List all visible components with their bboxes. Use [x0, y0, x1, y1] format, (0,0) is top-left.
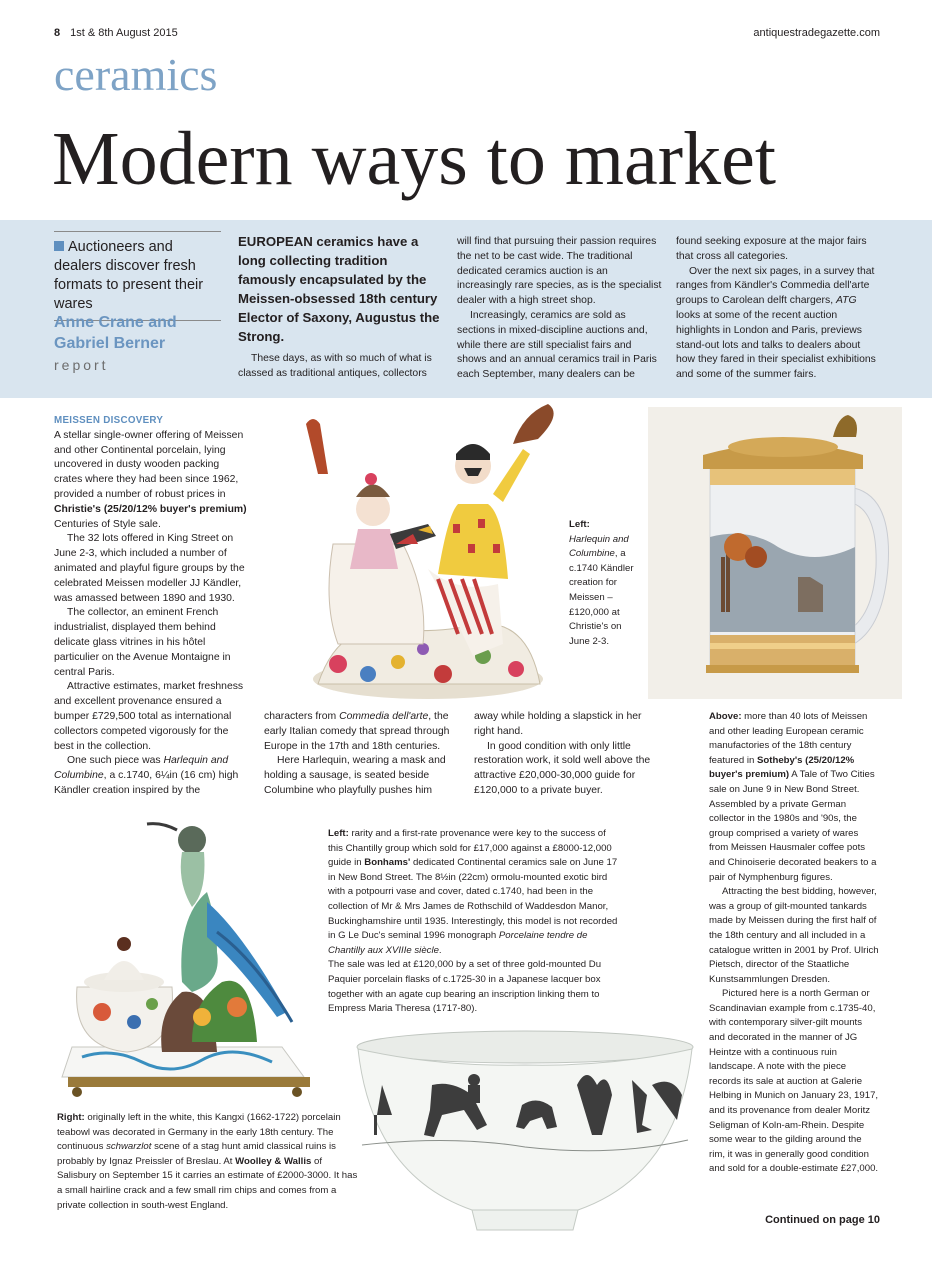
issue-date: 1st & 8th August 2015 — [70, 27, 178, 39]
square-bullet-icon — [54, 241, 64, 251]
meissen-p7: Here Harlequin, wearing a mask and holding a sausage, is seated beside Columbine who playfully pushes him — [264, 755, 446, 796]
caption-tankard: Above: more than 40 lots of Meissen and other leading European ceramic manufactories of the 18th century featured in Sotheby's (25/20/12% buyer's premium) A Tale of Two Cities sale on June 9 in New Bond Street. Assembled by a private German collector in the 1980s and '90s, the group comprised a variety of wares from Meissen Hausmaler coffee pots and Chinoiserie decorated beakers to a pair of Nymphenburg figures. Attracting the best bidding, however, was a group of gilt-mounted tankards made by Meissen during the first half of the 18th century and all included in a catalogue written in 2001 by Prof. Ulrich Pietsch, director of the Staatliche Kunstsammlungen Dresden. Pictured here is a north German or Scandinavian example from c.1735-40, with contemporary silver-gilt mounts and decorated in the manner of JG Heintze with a continuous ruin landscape. A note with the piece records its sale at auction at Galerie Helbing in Munich on January 23, 1917, and its provenance from dealer Moritz Seligman of Koln-am-Rhein. Despite some wear to the gilding around the rim, it was in generally good condition and sold for a double-estimate £27,000. — [709, 711, 879, 1175]
chantilly-bird-photo — [42, 812, 312, 1098]
byline: Anne Crane and Gabriel Berner — [54, 314, 177, 352]
intro-p1: These days, as with so much of what is classed as traditional antiques, collectors — [238, 353, 432, 379]
caption-tankard-label: Above: — [709, 711, 742, 722]
meissen-p2: The 32 lots offered in King Street on June 2-3, which included a number of animated and playful figure groups by the celebrated Meissen modeller JJ Kändler, was amassed between 1890 and 1930. — [54, 533, 245, 604]
byline-role: report — [54, 357, 109, 373]
standfirst-text: Auctioneers and dealers discover fresh formats to present their wares — [54, 239, 204, 312]
meissen-p5: One such piece was Harlequin and Columbine, a c.1740, 6¼in (16 cm) high Kändler creation inspired by the — [54, 755, 239, 796]
folio-left — [54, 27, 178, 39]
intro-col-2 — [457, 235, 662, 383]
caption-teabowl: Right: originally left in the white, this Kangxi (1662-1722) porcelain teabowl was decorated in Germany in the early 18th century. The continuous schwarzlot scene of a stag hunt amid classical ruins is probably by Ignaz Preissler of Breslau. At Woolley & Wallis of Salisbury on September 15 it carries an estimate of £2000-3000. It has a small hairline crack and a few small rim chips and comes from a private collection in south-west England. — [57, 1112, 358, 1211]
meissen-p1: A stellar single-owner offering of Meissen and other Continental porcelain, lying uncovered in dusty wooden packing crates where they had been since 1962, provided a number of robust prices in Christie's (25/20/12% buyer's premium) Centuries of Style sale. — [54, 429, 247, 530]
caption-teabowl-label: Right: — [57, 1112, 85, 1123]
caption-harlequin-label: Left: — [569, 519, 590, 530]
intro-p4: found seeking exposure at the major fairs that cross all categories. — [676, 236, 867, 262]
intro-col-1 — [238, 352, 438, 382]
continued-link[interactable]: Continued on page 10 — [765, 1214, 880, 1226]
meissen-p9: In good condition with only little restoration work, it sold well above the attractive £20,000-30,000 guide for £120,000 to a private buyer. — [474, 740, 651, 796]
intro-p2: will find that pursuing their passion requires the net to be cast wide. The traditional dedicated ceramics auction is an increasingly rare species, as is the specialist dealer with a high street shop. — [457, 236, 662, 307]
intro-col-3 — [676, 235, 881, 383]
section-title: ceramics — [54, 49, 218, 100]
standfirst — [54, 231, 221, 321]
caption-harlequin: Left: Harlequin and Columbine, a c.1740 Kändler creation for Meissen – £120,000 at Christie's on June 2-3. — [569, 519, 634, 647]
meissen-p4: Attractive estimates, market freshness and excellent provenance ensured a bumper £729,500 total as international collectors competed vigorously for the best in the collection. — [54, 681, 244, 752]
teabowl-photo — [352, 1025, 698, 1237]
page-number: 8 — [54, 27, 61, 39]
caption-chantilly-label: Left: — [328, 828, 349, 839]
caption-chantilly: Left: rarity and a first-rate provenance were key to the success of this Chantilly group which sold for £17,000 against a £8000-12,000 guide in Bonhams' dedicated Continental ceramics sale on June 17 in New Bond Street. The 8½in (22cm) ormolu-mounted exotic bird with a potpourri vase and cover, dated c.1740, had been in the collection of Mr & Mrs James de Rothschild of Waddesdon Manor, Buckinghamshire until 1935. Interestingly, this model is not recorded in G Le Duc's seminal 1996 monograph Porcelaine tendre de Chantilly aux XVIIIe siècle. The sale was led at £120,000 by a set of three gold-mounted Du Paquier porcelain flasks of c.1725-30 in a Japanese lacquer box together with an agate cup bearing an inscription linking them to Empress Maria Theresa (1717-80). — [328, 828, 618, 1015]
meissen-p6: characters from Commedia dell'arte, the early Italian comedy that spread through Europe in the 17th and 18th centuries. — [264, 711, 450, 752]
harlequin-columbine-photo — [278, 394, 578, 704]
intro-p3: Increasingly, ceramics are sold as sections in mixed-discipline auctions and, while there are still specialist fairs and shows and an annual ceramics trail in Paris each September, many dealers can be — [457, 309, 657, 381]
meissen-p8: away while holding a slapstick in her right hand. — [474, 711, 642, 737]
headline: Modern ways to market — [52, 117, 776, 201]
meissen-subhead: MEISSEN DISCOVERY — [54, 415, 164, 426]
meissen-col-1 — [54, 414, 250, 799]
website-url: antiquestradegazette.com — [753, 27, 880, 39]
meissen-col-2 — [264, 710, 459, 799]
intro-lead: EUROPEAN ceramics have a long collecting tradition famously encapsulated by the Meissen-obsessed 18th century Elector of Saxony, Augustus the Strong. — [238, 234, 440, 344]
intro-p5: Over the next six pages, in a survey that ranges from Kändler's Commedia dell'arte groups to Carolean delft chargers, ATG looks at some of the recent auction highlights in London and Paris, previews stand-out lots and talks to dealers about how they fared in their specialist exhibitions and some of the summer fairs. — [676, 265, 876, 381]
meissen-col-3 — [474, 710, 664, 799]
tankard-photo — [648, 407, 902, 699]
meissen-p3: The collector, an eminent French industrialist, displayed them behind delicate glass vitrines in his hôtel particulier on the Avenue Montaigne in central Paris. — [54, 607, 231, 678]
